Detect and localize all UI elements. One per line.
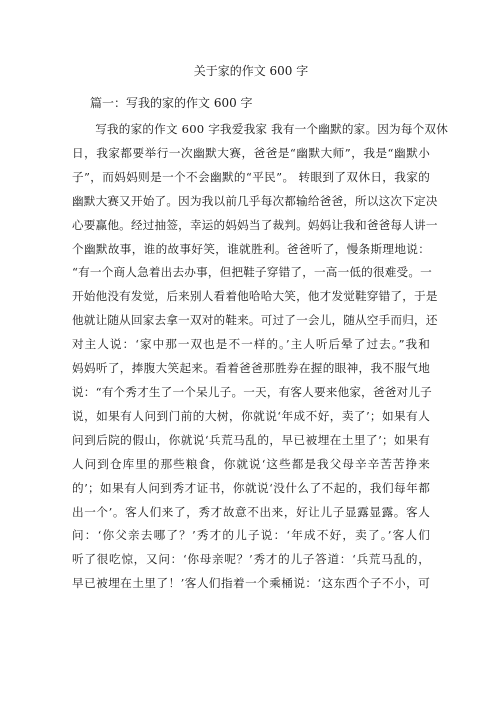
section-heading: 篇一：写我的家的作文 600 字 bbox=[90, 96, 253, 110]
text-line: 心要赢他。经过抽签，幸运的妈妈当了裁判。妈妈让我和爸爸每人讲一 bbox=[72, 217, 438, 232]
text-line: 妈妈听了，捧腹大笑起来。看着爸爸那胜券在握的眼神，我不服气地 bbox=[72, 361, 430, 376]
text-line: 说，如果有人问到门前的大树，你就说‘年成不好，卖了’；如果有人 bbox=[72, 408, 430, 423]
text-line: 的’；如果有人问到秀才证书，你就说‘没什么了不起的，我们每年都 bbox=[72, 480, 430, 495]
text-line: 开始他没有发觉，后来别人看着他哈哈大笑，他才发觉鞋穿错了，于是 bbox=[72, 289, 438, 304]
text-line: 问：‘你父亲去哪了？’秀才的儿子说：‘年成不好，卖了。’客人们 bbox=[72, 528, 430, 543]
text-line: 幽默大赛又开始了。因为我以前几乎每次都输给爸爸，所以这次下定决 bbox=[72, 193, 438, 208]
text-line: 早已被埋在土里了！’客人们指着一个乘桶说：‘这东西个子不小，可 bbox=[72, 576, 430, 591]
text-line: 他就让随从回家去拿一双对的鞋来。可过了一会儿，随从空手而归，还 bbox=[72, 313, 438, 328]
text-line: 出一个’。客人们来了，秀才故意不出来，好让儿子显露显露。客人 bbox=[72, 504, 430, 519]
text-line: 日，我家都要举行一次幽默大赛，爸爸是“幽默大师”，我是“幽默小 bbox=[72, 145, 430, 160]
text-line: 写我的家的作文 600 字我爱我家 我有一个幽默的家。因为每个双休 bbox=[95, 122, 449, 136]
text-line: 个幽默故事，谁的故事好笑，谁就胜利。爸爸听了，慢条斯理地说： bbox=[72, 241, 430, 256]
text-line: 问到后院的假山，你就说‘兵荒马乱的，早已被埋在土里了’；如果有 bbox=[72, 432, 430, 447]
text-line: 子”，而妈妈则是一个不会幽默的“平民”。 转眼到了双休日，我家的 bbox=[72, 169, 430, 184]
text-line: “有一个商人急着出去办事，但把鞋子穿错了，一高一低的很难受。一 bbox=[72, 265, 432, 280]
document-title: 关于家的作文 600 字 bbox=[193, 64, 309, 78]
text-line: 人问到仓库里的那些粮食，你就说‘这些都是我父母辛辛苦苦挣来 bbox=[72, 456, 430, 471]
text-line: 说：“有个秀才生了一个呆儿子。一天，有客人要来他家，爸爸对儿子 bbox=[72, 384, 432, 399]
text-line: 对主人说：‘家中那一双也是不一样的。’主人听后晕了过去。”我和 bbox=[72, 337, 430, 352]
text-line: 听了很吃惊，又问：‘你母亲呢？’秀才的儿子答道：‘兵荒马乱的， bbox=[72, 552, 430, 567]
essay-body bbox=[72, 118, 449, 596]
